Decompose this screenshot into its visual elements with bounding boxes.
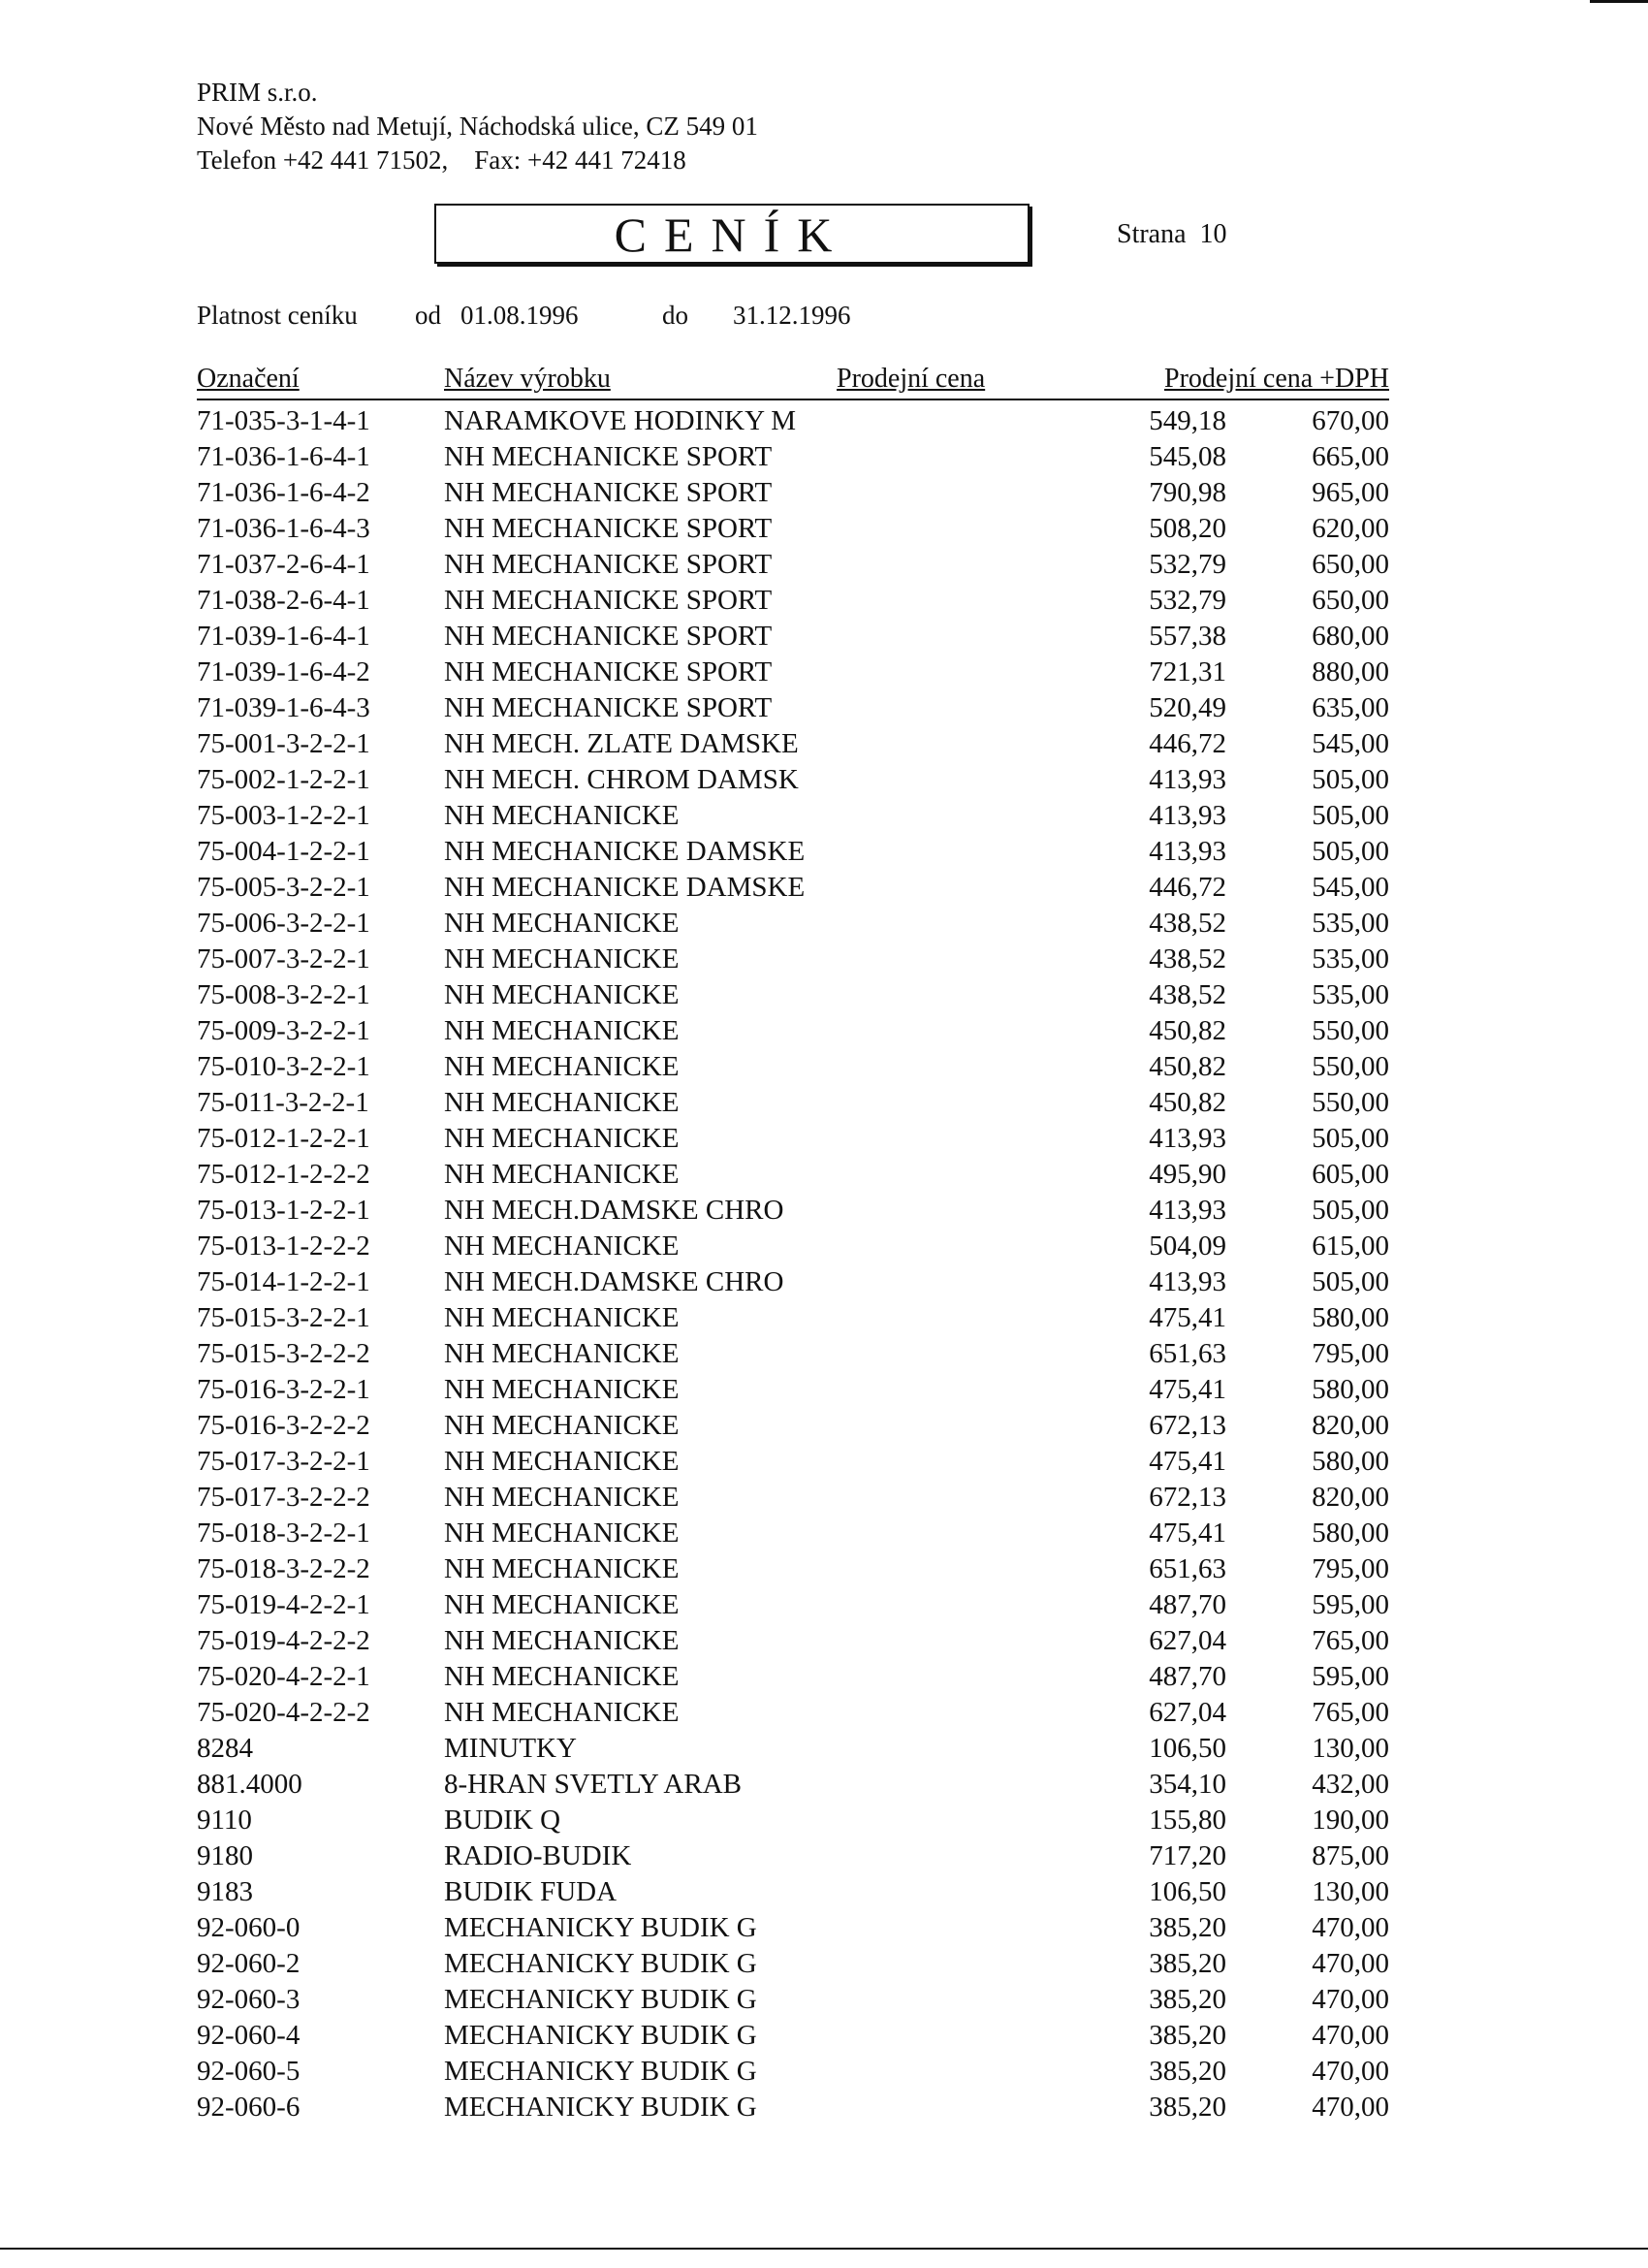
cell-price-vat: 505,00: [1312, 764, 1389, 795]
table-row: [197, 1946, 1389, 1982]
cell-code: 71-039-1-6-4-3: [197, 692, 370, 723]
cell-price-vat: 535,00: [1312, 943, 1389, 974]
cell-price: 385,20: [1149, 1912, 1226, 1943]
table-row: [197, 690, 1389, 726]
cell-price: 413,93: [1149, 764, 1226, 795]
cell-name: NH MECHANICKE: [444, 1625, 680, 1656]
cell-code: 92-060-3: [197, 1984, 301, 2015]
cell-name: NH MECH. CHROM DAMSK: [444, 764, 799, 795]
cell-name: NH MECHANICKE: [444, 1661, 680, 1692]
cell-code: 75-015-3-2-2-1: [197, 1302, 370, 1333]
company-header: [197, 76, 758, 177]
cell-name: NH MECHANICKE: [444, 1517, 680, 1549]
cell-code: 71-036-1-6-4-2: [197, 477, 370, 508]
cell-code: 75-012-1-2-2-2: [197, 1159, 370, 1190]
cell-name: NH MECHANICKE: [444, 979, 680, 1010]
cell-code: 9183: [197, 1876, 253, 1907]
cell-price-vat: 580,00: [1312, 1302, 1389, 1333]
table-row: [197, 1623, 1389, 1659]
table-row: [197, 870, 1389, 906]
cell-price: 475,41: [1149, 1374, 1226, 1405]
table-row: [197, 1264, 1389, 1300]
cell-price-vat: 650,00: [1312, 549, 1389, 580]
validity-to-label: do: [662, 301, 688, 330]
cell-price: 354,10: [1149, 1769, 1226, 1800]
cell-code: 71-039-1-6-4-2: [197, 656, 370, 687]
company-contact: Telefon +42 441 71502, Fax: +42 441 72418: [197, 145, 686, 175]
cell-price-vat: 880,00: [1312, 656, 1389, 687]
cell-price-vat: 470,00: [1312, 2092, 1389, 2123]
cell-price-vat: 795,00: [1312, 1338, 1389, 1369]
cell-name: MINUTKY: [444, 1733, 577, 1764]
cell-code: 75-007-3-2-2-1: [197, 943, 370, 974]
table-row: [197, 1157, 1389, 1193]
cell-price: 627,04: [1149, 1697, 1226, 1728]
table-row: [197, 619, 1389, 655]
table-row: [197, 834, 1389, 870]
cell-price: 790,98: [1149, 477, 1226, 508]
cell-price-vat: 765,00: [1312, 1625, 1389, 1656]
cell-name: MECHANICKY BUDIK G: [444, 2056, 757, 2087]
header-name: Název výrobku: [444, 364, 611, 394]
cell-price: 438,52: [1149, 979, 1226, 1010]
cell-name: NH MECHANICKE: [444, 943, 680, 974]
cell-price-vat: 505,00: [1312, 1266, 1389, 1297]
cell-price: 487,70: [1149, 1589, 1226, 1620]
cell-code: 75-004-1-2-2-1: [197, 836, 370, 867]
cell-name: NH MECHANICKE DAMSKE: [444, 836, 806, 867]
cell-name: NH MECHANICKE: [444, 1302, 680, 1333]
table-row: [197, 439, 1389, 475]
cell-name: NH MECHANICKE SPORT: [444, 692, 773, 723]
cell-price: 487,70: [1149, 1661, 1226, 1692]
table-row: [197, 726, 1389, 762]
cell-price-vat: 505,00: [1312, 800, 1389, 831]
cell-code: 881.4000: [197, 1769, 302, 1800]
cell-price: 651,63: [1149, 1553, 1226, 1584]
table-row: [197, 1516, 1389, 1551]
cell-price: 532,79: [1149, 585, 1226, 616]
table-row: [197, 798, 1389, 834]
cell-code: 9110: [197, 1805, 252, 1836]
table-row: [197, 1193, 1389, 1229]
cell-price-vat: 795,00: [1312, 1553, 1389, 1584]
cell-price: 450,82: [1149, 1051, 1226, 1082]
cell-code: 75-018-3-2-2-2: [197, 1553, 370, 1584]
table-row: [197, 1444, 1389, 1480]
page-number: Strana 10: [1117, 219, 1227, 249]
cell-code: 92-060-2: [197, 1948, 301, 1979]
cell-price-vat: 605,00: [1312, 1159, 1389, 1190]
cell-price-vat: 580,00: [1312, 1446, 1389, 1477]
table-row: [197, 1838, 1389, 1874]
cell-price: 385,20: [1149, 2092, 1226, 2123]
cell-name: MECHANICKY BUDIK G: [444, 1984, 757, 2015]
table-row: [197, 1336, 1389, 1372]
cell-name: NH MECHANICKE SPORT: [444, 656, 773, 687]
cell-price: 651,63: [1149, 1338, 1226, 1369]
cell-code: 75-016-3-2-2-2: [197, 1410, 370, 1441]
cell-price-vat: 470,00: [1312, 2020, 1389, 2051]
cell-name: NH MECHANICKE: [444, 1338, 680, 1369]
table-header: [197, 364, 1389, 400]
table-row: [197, 1731, 1389, 1767]
cell-code: 75-003-1-2-2-1: [197, 800, 370, 831]
document-title: CENÍK: [434, 204, 1030, 264]
cell-price: 627,04: [1149, 1625, 1226, 1656]
cell-price: 545,08: [1149, 441, 1226, 472]
table-row: [197, 1229, 1389, 1264]
cell-price: 717,20: [1149, 1840, 1226, 1871]
cell-price: 446,72: [1149, 728, 1226, 759]
table-row: [197, 2090, 1389, 2125]
validity-label: Platnost ceníku: [197, 301, 358, 330]
table-row: [197, 1300, 1389, 1336]
table-row: [197, 1408, 1389, 1444]
cell-price: 385,20: [1149, 2020, 1226, 2051]
cell-code: 75-017-3-2-2-1: [197, 1446, 370, 1477]
table-row: [197, 1803, 1389, 1838]
cell-code: 71-036-1-6-4-3: [197, 513, 370, 544]
cell-price-vat: 130,00: [1312, 1876, 1389, 1907]
cell-price: 385,20: [1149, 1984, 1226, 2015]
cell-code: 71-035-3-1-4-1: [197, 405, 370, 436]
cell-name: NH MECHANICKE SPORT: [444, 513, 773, 544]
cell-price: 508,20: [1149, 513, 1226, 544]
table-row: [197, 1121, 1389, 1157]
cell-price-vat: 550,00: [1312, 1087, 1389, 1118]
cell-code: 75-018-3-2-2-1: [197, 1517, 370, 1549]
price-list-table: [197, 403, 1389, 2125]
cell-price-vat: 765,00: [1312, 1697, 1389, 1728]
cell-price: 385,20: [1149, 2056, 1226, 2087]
cell-price: 446,72: [1149, 872, 1226, 903]
cell-code: 71-038-2-6-4-1: [197, 585, 370, 616]
cell-code: 92-060-0: [197, 1912, 301, 1943]
cell-code: 75-012-1-2-2-1: [197, 1123, 370, 1154]
cell-code: 71-039-1-6-4-1: [197, 621, 370, 652]
cell-price: 721,31: [1149, 656, 1226, 687]
table-row: [197, 1659, 1389, 1695]
cell-price-vat: 505,00: [1312, 1195, 1389, 1226]
validity-to-date: 31.12.1996: [733, 301, 851, 330]
cell-name: NH MECHANICKE: [444, 1589, 680, 1620]
cell-name: NH MECHANICKE: [444, 1159, 680, 1190]
cell-name: BUDIK FUDA: [444, 1876, 618, 1907]
cell-name: NH MECHANICKE DAMSKE: [444, 872, 806, 903]
cell-code: 75-005-3-2-2-1: [197, 872, 370, 903]
cell-price: 532,79: [1149, 549, 1226, 580]
cell-code: 92-060-5: [197, 2056, 301, 2087]
bottom-rule: [0, 2248, 1648, 2250]
cell-price-vat: 470,00: [1312, 1948, 1389, 1979]
validity-from-label: od: [415, 301, 441, 330]
cell-price: 413,93: [1149, 1123, 1226, 1154]
table-row: [197, 2054, 1389, 2090]
cell-price: 557,38: [1149, 621, 1226, 652]
table-row: [197, 1480, 1389, 1516]
cell-price-vat: 580,00: [1312, 1517, 1389, 1549]
cell-price: 438,52: [1149, 908, 1226, 939]
table-row: [197, 1085, 1389, 1121]
cell-code: 75-013-1-2-2-2: [197, 1230, 370, 1262]
cell-name: NH MECHANICKE: [444, 1410, 680, 1441]
cell-code: 8284: [197, 1733, 253, 1764]
cell-price-vat: 620,00: [1312, 513, 1389, 544]
cell-name: NH MECH.DAMSKE CHRO: [444, 1266, 784, 1297]
table-row: [197, 511, 1389, 547]
cell-price-vat: 635,00: [1312, 692, 1389, 723]
table-row: [197, 1013, 1389, 1049]
cell-price-vat: 505,00: [1312, 836, 1389, 867]
cell-price: 413,93: [1149, 800, 1226, 831]
cell-price-vat: 650,00: [1312, 585, 1389, 616]
cell-code: 75-016-3-2-2-1: [197, 1374, 370, 1405]
table-row: [197, 977, 1389, 1013]
cell-code: 92-060-4: [197, 2020, 301, 2051]
cell-price-vat: 670,00: [1312, 405, 1389, 436]
cell-price-vat: 470,00: [1312, 2056, 1389, 2087]
cell-price: 475,41: [1149, 1517, 1226, 1549]
cell-price: 450,82: [1149, 1015, 1226, 1046]
cell-name: NH MECHANICKE: [444, 908, 680, 939]
cell-code: 9180: [197, 1840, 253, 1871]
cell-name: MECHANICKY BUDIK G: [444, 1912, 757, 1943]
cell-name: NH MECHANICKE: [444, 1697, 680, 1728]
cell-price: 495,90: [1149, 1159, 1226, 1190]
cell-code: 75-008-3-2-2-1: [197, 979, 370, 1010]
scan-edge-mark: [1590, 0, 1648, 3]
cell-price-vat: 432,00: [1312, 1769, 1389, 1800]
table-row: [197, 2018, 1389, 2054]
table-row: [197, 1982, 1389, 2018]
cell-price-vat: 550,00: [1312, 1051, 1389, 1082]
cell-name: NH MECH.DAMSKE CHRO: [444, 1195, 784, 1226]
header-price: Prodejní cena: [837, 364, 986, 394]
table-row: [197, 475, 1389, 511]
cell-code: 75-020-4-2-2-2: [197, 1697, 370, 1728]
cell-name: NH MECHANICKE SPORT: [444, 477, 773, 508]
cell-name: NH MECHANICKE: [444, 1123, 680, 1154]
header-code: Označení: [197, 364, 300, 394]
cell-name: NH MECHANICKE: [444, 1482, 680, 1513]
table-row: [197, 1767, 1389, 1803]
cell-name: 8-HRAN SVETLY ARAB: [444, 1769, 742, 1800]
cell-name: RADIO-BUDIK: [444, 1840, 632, 1871]
cell-price: 413,93: [1149, 1195, 1226, 1226]
cell-name: NH MECHANICKE: [444, 1553, 680, 1584]
cell-code: 75-020-4-2-2-1: [197, 1661, 370, 1692]
cell-price: 106,50: [1149, 1876, 1226, 1907]
cell-code: 75-001-3-2-2-1: [197, 728, 370, 759]
table-row: [197, 1910, 1389, 1946]
cell-code: 75-010-3-2-2-1: [197, 1051, 370, 1082]
cell-name: MECHANICKY BUDIK G: [444, 2020, 757, 2051]
cell-price-vat: 470,00: [1312, 1984, 1389, 2015]
table-row: [197, 1874, 1389, 1910]
cell-price: 520,49: [1149, 692, 1226, 723]
cell-code: 75-011-3-2-2-1: [197, 1087, 369, 1118]
cell-name: MECHANICKY BUDIK G: [444, 1948, 757, 1979]
cell-name: NH MECHANICKE SPORT: [444, 621, 773, 652]
cell-name: MECHANICKY BUDIK G: [444, 2092, 757, 2123]
cell-name: NH MECHANICKE: [444, 1230, 680, 1262]
cell-price-vat: 875,00: [1312, 1840, 1389, 1871]
cell-price: 450,82: [1149, 1087, 1226, 1118]
cell-price-vat: 190,00: [1312, 1805, 1389, 1836]
table-row: [197, 942, 1389, 977]
cell-price-vat: 615,00: [1312, 1230, 1389, 1262]
cell-price: 413,93: [1149, 836, 1226, 867]
table-row: [197, 762, 1389, 798]
table-row: [197, 655, 1389, 690]
cell-code: 75-017-3-2-2-2: [197, 1482, 370, 1513]
cell-price: 672,13: [1149, 1482, 1226, 1513]
cell-price: 504,09: [1149, 1230, 1226, 1262]
cell-price-vat: 965,00: [1312, 477, 1389, 508]
cell-price-vat: 580,00: [1312, 1374, 1389, 1405]
cell-price-vat: 130,00: [1312, 1733, 1389, 1764]
cell-name: NH MECH. ZLATE DAMSKE: [444, 728, 799, 759]
cell-name: NH MECHANICKE SPORT: [444, 585, 773, 616]
cell-name: NH MECHANICKE: [444, 1087, 680, 1118]
cell-price: 438,52: [1149, 943, 1226, 974]
company-address: Nové Město nad Metují, Náchodská ulice, CZ 549 01: [197, 112, 758, 141]
validity-period: [197, 301, 851, 331]
cell-price: 549,18: [1149, 405, 1226, 436]
cell-name: NH MECHANICKE SPORT: [444, 549, 773, 580]
cell-price-vat: 535,00: [1312, 979, 1389, 1010]
cell-price-vat: 545,00: [1312, 728, 1389, 759]
cell-price: 475,41: [1149, 1302, 1226, 1333]
cell-price: 672,13: [1149, 1410, 1226, 1441]
cell-name: NH MECHANICKE: [444, 800, 680, 831]
cell-name: NARAMKOVE HODINKY M: [444, 405, 797, 436]
cell-name: NH MECHANICKE: [444, 1015, 680, 1046]
cell-name: BUDIK Q: [444, 1805, 561, 1836]
company-name: PRIM s.r.o.: [197, 78, 318, 107]
cell-code: 75-009-3-2-2-1: [197, 1015, 370, 1046]
cell-price: 475,41: [1149, 1446, 1226, 1477]
validity-from-date: 01.08.1996: [460, 301, 579, 330]
cell-price: 155,80: [1149, 1805, 1226, 1836]
table-row: [197, 1049, 1389, 1085]
cell-code: 75-006-3-2-2-1: [197, 908, 370, 939]
cell-code: 75-013-1-2-2-1: [197, 1195, 370, 1226]
cell-name: NH MECHANICKE: [444, 1374, 680, 1405]
cell-price-vat: 820,00: [1312, 1410, 1389, 1441]
cell-code: 75-019-4-2-2-1: [197, 1589, 370, 1620]
cell-code: 71-036-1-6-4-1: [197, 441, 370, 472]
cell-name: NH MECHANICKE: [444, 1446, 680, 1477]
cell-price-vat: 820,00: [1312, 1482, 1389, 1513]
table-row: [197, 1695, 1389, 1731]
cell-price-vat: 470,00: [1312, 1912, 1389, 1943]
table-row: [197, 403, 1389, 439]
cell-price-vat: 595,00: [1312, 1661, 1389, 1692]
cell-name: NH MECHANICKE: [444, 1051, 680, 1082]
table-row: [197, 1551, 1389, 1587]
cell-price-vat: 595,00: [1312, 1589, 1389, 1620]
cell-price-vat: 545,00: [1312, 872, 1389, 903]
cell-price: 385,20: [1149, 1948, 1226, 1979]
cell-price-vat: 665,00: [1312, 441, 1389, 472]
table-row: [197, 547, 1389, 583]
cell-price-vat: 505,00: [1312, 1123, 1389, 1154]
header-price-vat: Prodejní cena +DPH: [1164, 364, 1389, 394]
cell-code: 75-019-4-2-2-2: [197, 1625, 370, 1656]
cell-name: NH MECHANICKE SPORT: [444, 441, 773, 472]
cell-code: 71-037-2-6-4-1: [197, 549, 370, 580]
cell-code: 92-060-6: [197, 2092, 301, 2123]
table-row: [197, 1587, 1389, 1623]
cell-code: 75-015-3-2-2-2: [197, 1338, 370, 1369]
cell-price: 413,93: [1149, 1266, 1226, 1297]
table-row: [197, 583, 1389, 619]
cell-code: 75-002-1-2-2-1: [197, 764, 370, 795]
cell-price-vat: 680,00: [1312, 621, 1389, 652]
cell-code: 75-014-1-2-2-1: [197, 1266, 370, 1297]
table-row: [197, 906, 1389, 942]
table-row: [197, 1372, 1389, 1408]
cell-price-vat: 550,00: [1312, 1015, 1389, 1046]
cell-price-vat: 535,00: [1312, 908, 1389, 939]
cell-price: 106,50: [1149, 1733, 1226, 1764]
